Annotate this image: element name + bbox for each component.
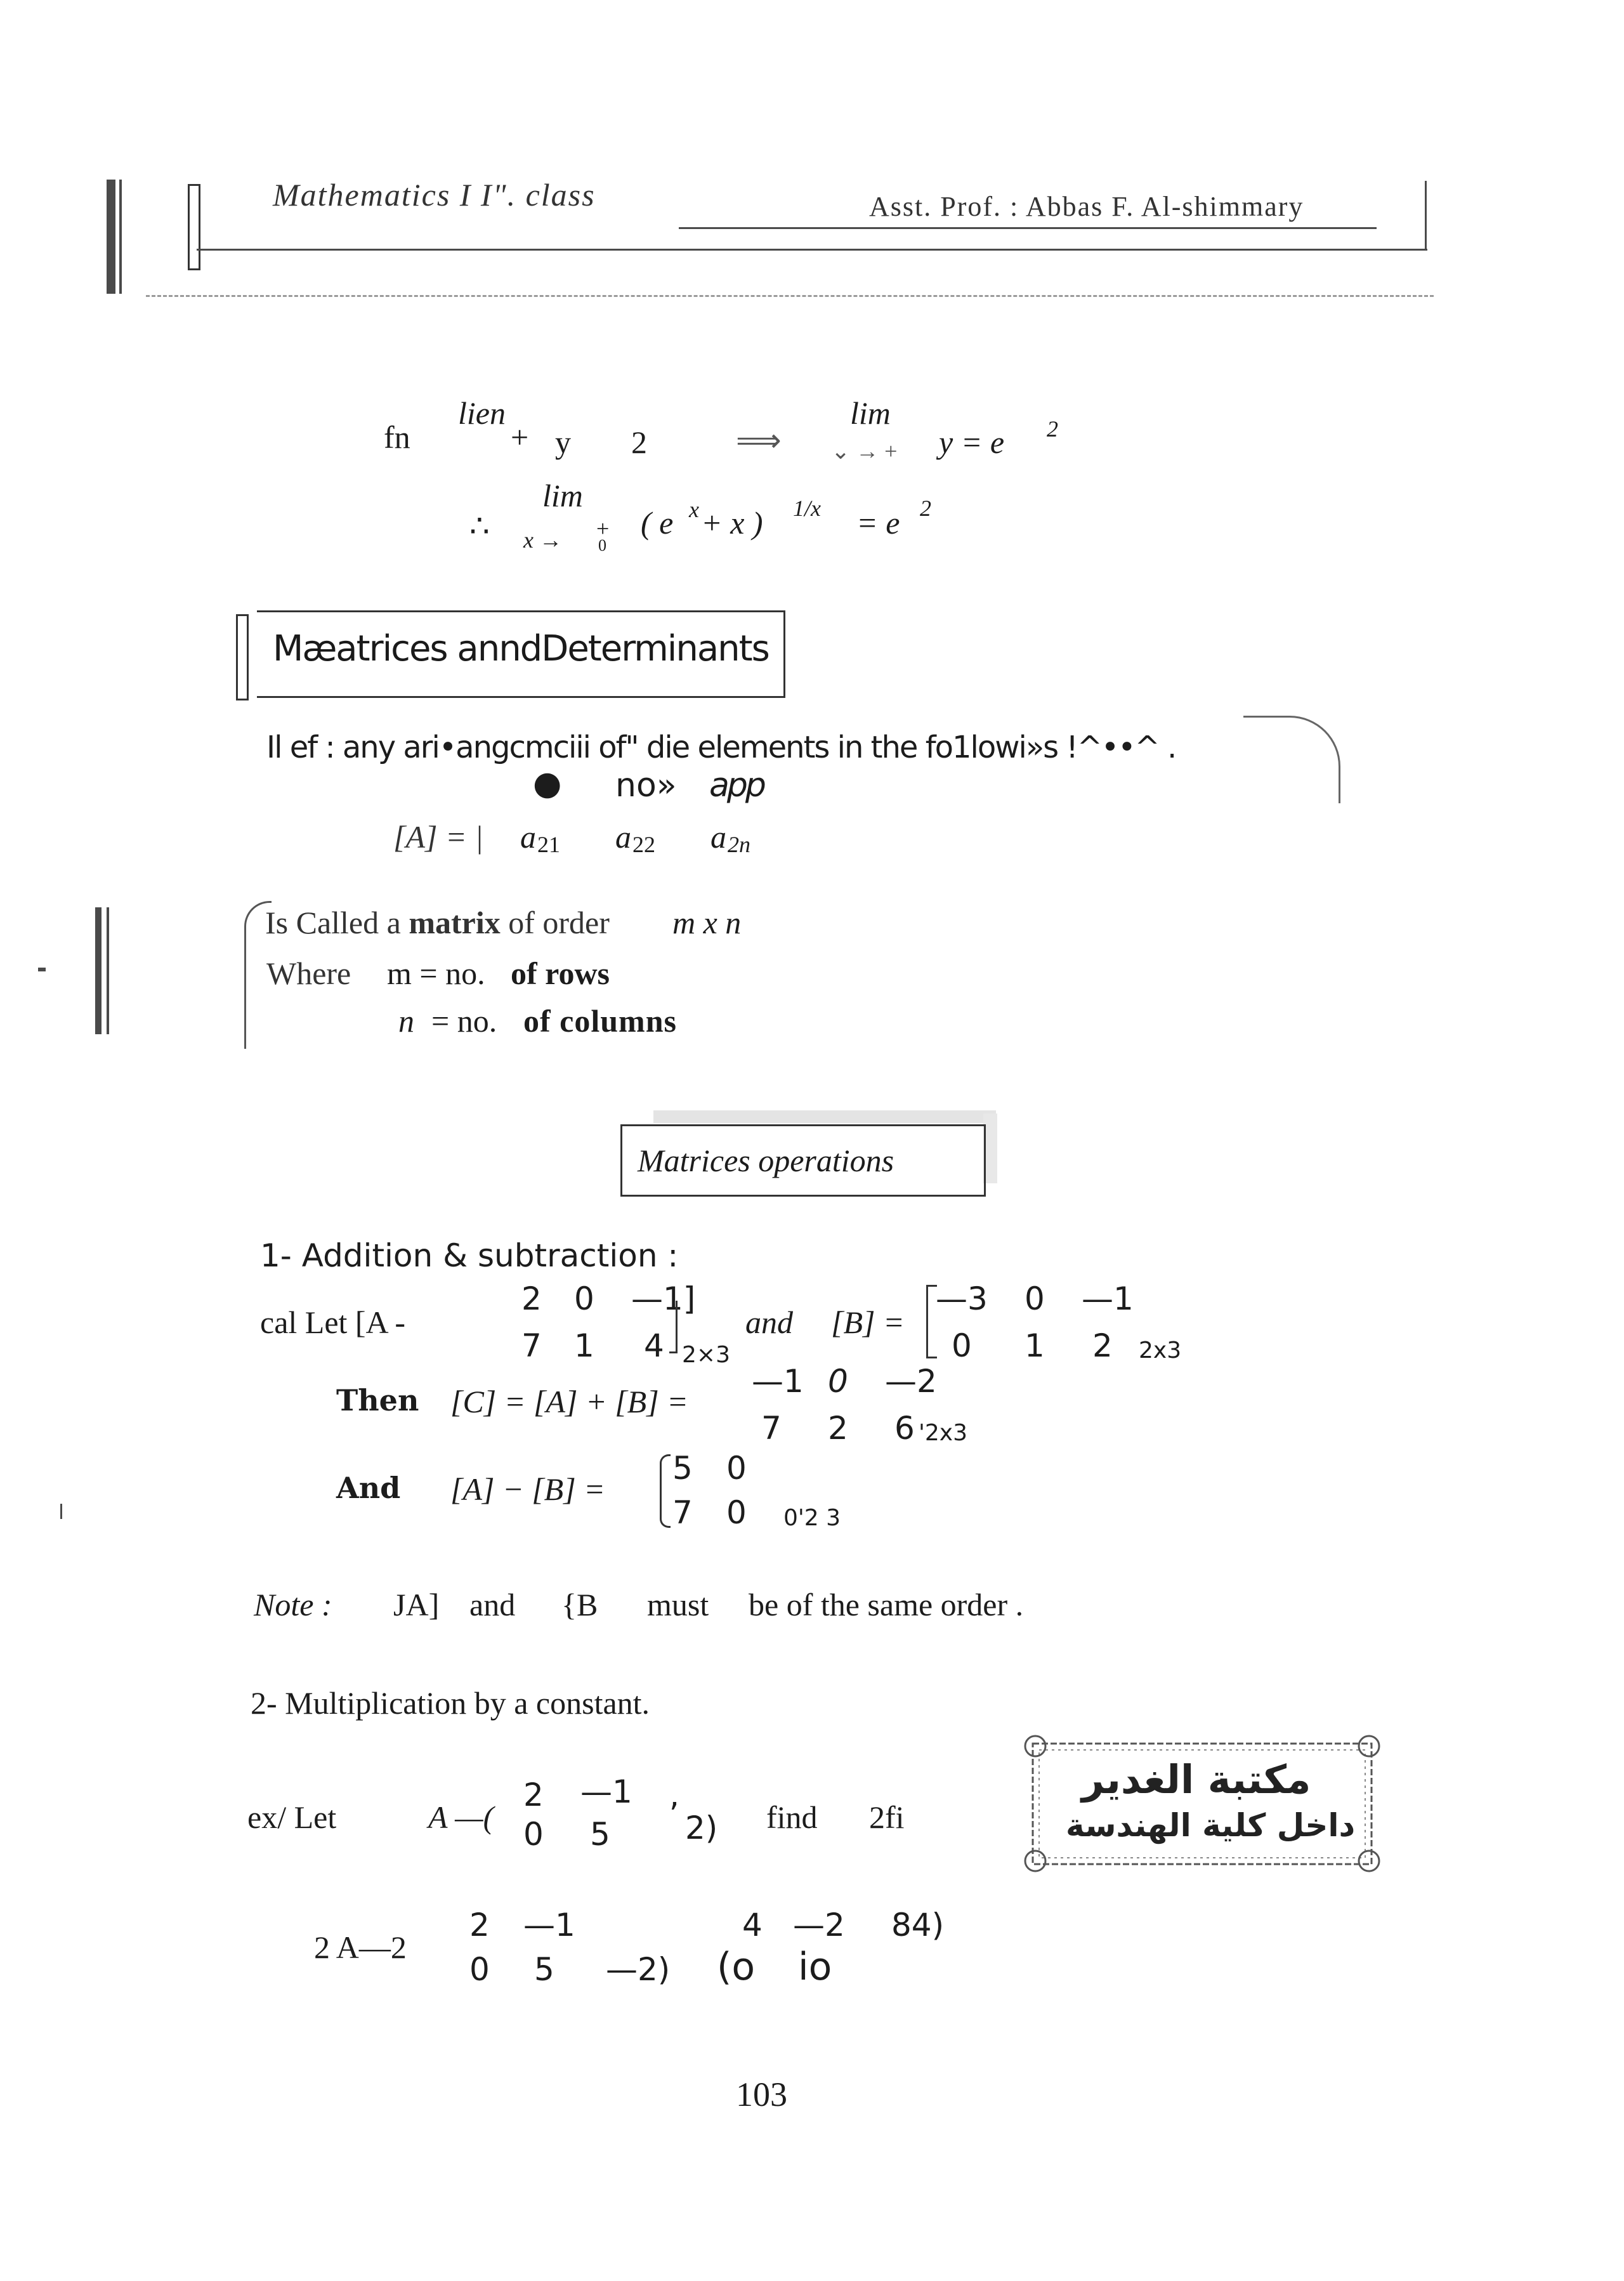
matrix-def-l1c: of order [500, 905, 610, 940]
lim-sub-2: x → [523, 527, 562, 553]
D-tail: 0'2 3 [783, 1505, 841, 1531]
res-r1c2: —1 [523, 1907, 575, 1943]
C-r1c3: —2 [885, 1363, 937, 1400]
definition-no: no» [615, 766, 677, 805]
find-what: 2fi [869, 1799, 905, 1835]
implies-arrow: ⟹ [736, 423, 782, 458]
D-bracket-left [660, 1454, 671, 1528]
header-dashed-rule [146, 295, 1434, 297]
therefore-symbol: ∴ [469, 508, 490, 544]
lien-label: lien [458, 395, 506, 431]
page-number: 103 [736, 2075, 787, 2113]
matrix-def-n-eq: = no. [431, 1003, 497, 1039]
lim-expr-2-rest: + x ) [701, 505, 763, 541]
entry-a21-sub: 21 [537, 832, 560, 857]
section1-title: Mæatrices anndDeterminants [273, 628, 769, 669]
matrix-A-label: [A] = | [393, 819, 483, 855]
header-bottom-rule [197, 249, 1427, 251]
and-word: and [745, 1305, 793, 1340]
B-r2c2: 1 [1025, 1327, 1045, 1364]
binding-line-mid [107, 907, 109, 1034]
res2-r1c3: 84) [891, 1907, 945, 1943]
then-word: Then [336, 1383, 419, 1417]
margin-mark [38, 968, 46, 971]
res2-r2c1: (o [717, 1945, 756, 1989]
definition-bracket-curve [1243, 716, 1340, 803]
margin-tick [60, 1504, 62, 1519]
res-r1c1: 2 [469, 1907, 490, 1943]
B-r1c3: —1 [1082, 1280, 1134, 1317]
B-r2c3: 2 [1092, 1327, 1113, 1364]
B-r1c2: 0 [1025, 1280, 1045, 1317]
A-bracket-right [669, 1301, 678, 1353]
note-B: {B [561, 1587, 598, 1622]
A-r2c3: 4 [644, 1327, 664, 1364]
find-word: find [766, 1799, 818, 1835]
A-r1c2: 0 [574, 1280, 594, 1317]
definition-bullet: ● [533, 765, 562, 803]
mult-A-r1c2: —1 [580, 1773, 632, 1810]
mult-A-label: A —( [428, 1799, 494, 1835]
D-expr: [A] − [B] = [450, 1471, 605, 1507]
entry-a2n: a [710, 819, 726, 855]
res-r2c1: 0 [469, 1951, 490, 1988]
and-word-2: And [336, 1471, 401, 1505]
lim-rhs-1: y = e [939, 424, 1005, 460]
B-order: 2x3 [1139, 1338, 1182, 1364]
A-r1c1: 2 [521, 1280, 542, 1317]
C-r2c1: 7 [761, 1410, 782, 1447]
lim-sub-2-plus: + [596, 516, 610, 541]
lien-2: 2 [631, 424, 647, 460]
header-scroll-left [188, 184, 200, 270]
header-author: Asst. Prof. : Abbas F. Al-shimmary [869, 191, 1304, 222]
note-label: Note : [254, 1587, 332, 1622]
addition-heading: 1- Addition & subtraction : [260, 1237, 679, 1274]
A-r2c1: 7 [521, 1327, 542, 1364]
res-r2c2: 5 [534, 1951, 554, 1988]
C-r1c1: —1 [752, 1363, 804, 1400]
D-r1c1: 5 [672, 1450, 693, 1487]
A-order: 2×3 [682, 1342, 730, 1368]
matrix-def-where: Where [266, 956, 351, 991]
entry-a21: a [520, 819, 536, 855]
addition-let: cal Let [A - [260, 1305, 406, 1340]
B-r2c1: 0 [952, 1327, 972, 1364]
definition-app: app [709, 766, 764, 805]
res2-r1c2: —2 [793, 1907, 845, 1943]
C-order: '2x3 [919, 1420, 968, 1446]
entry-a22: a [615, 819, 631, 855]
header-course: Mathematics I I". class [273, 177, 596, 213]
section2-shadow-top [653, 1110, 996, 1123]
matrix-def-rows: of rows [511, 956, 610, 991]
A-r1c3: —1] [631, 1280, 696, 1317]
mult-A-r2c1: 0 [523, 1816, 544, 1853]
stamp-line2: داخل كلية الهندسة [1066, 1807, 1356, 1844]
note-and: and [469, 1587, 516, 1622]
binding-bar-mid [95, 907, 102, 1034]
lim-sub-1: ⌄ → + [831, 438, 898, 464]
definition-line1: Il ef : any ari•angcmciii of" die elements in the fo1lowi»s !^••^ . [266, 730, 1176, 765]
mult-heading: 2- Multiplication by a constant. [251, 1685, 650, 1721]
note-must: must [647, 1587, 709, 1622]
matrix-def-l1a: Is Called a [265, 905, 409, 940]
C-r2c3: 6 [894, 1410, 915, 1447]
C-r2c2: 2 [828, 1410, 848, 1447]
matrix-def-columns: of columns [523, 1003, 677, 1039]
lim-label-1: lim [850, 395, 891, 431]
matrix-def-n: n [398, 1003, 414, 1039]
fn-label: fn [384, 419, 410, 455]
matrix-def-order: m x n [672, 905, 742, 940]
matrix-def-l1b: matrix [409, 905, 501, 940]
note-rest: be of the same order . [749, 1587, 1024, 1622]
mult-A-r2c3: 2) [685, 1810, 718, 1846]
lim-rhs-2-exp: 2 [920, 496, 931, 521]
res-r2c3: —2) [606, 1951, 671, 1988]
D-r2c1: 7 [672, 1494, 693, 1531]
res2-r1c1: 4 [742, 1907, 763, 1943]
header-scroll-right [1425, 181, 1427, 251]
binding-line-left [119, 180, 122, 294]
matrix-def-m: m = no. [387, 956, 485, 991]
mult-A-r1c3: , [669, 1777, 679, 1813]
lim-rhs-exp-1: 2 [1047, 416, 1058, 442]
lim-label-2: lim [542, 478, 583, 513]
stamp-line1: مكتبة الغدير [1082, 1756, 1311, 1803]
note-A: JA] [393, 1587, 440, 1622]
C-r1c2: 0 [828, 1363, 848, 1400]
binding-bar-left [107, 180, 115, 294]
lien-y: y [555, 424, 571, 460]
lien-plus: + [511, 419, 529, 455]
library-stamp [1021, 1732, 1383, 1875]
entry-a2n-sub: 2n [728, 832, 750, 857]
ex-let: ex/ Let [247, 1799, 337, 1835]
section2-title: Matrices operations [638, 1143, 894, 1178]
lim-expr-2-exp-x: x [689, 497, 699, 522]
lim-expr-2: ( e [641, 505, 674, 541]
mult-A-r1c1: 2 [523, 1777, 544, 1813]
result-label: 2 A—2 [314, 1929, 407, 1965]
entry-a22-sub: 22 [632, 832, 655, 857]
D-r2c2: 0 [726, 1494, 747, 1531]
A-r2c2: 1 [574, 1327, 594, 1364]
lim-sub-2-a: 0 [598, 536, 606, 555]
B-r1c1: —3 [936, 1280, 988, 1317]
mult-A-r2c2: 5 [590, 1816, 610, 1853]
C-expr: [C] = [A] + [B] = [450, 1384, 688, 1419]
lim-expr-2-exp: 1/x [793, 496, 821, 521]
header-underline-right [679, 227, 1377, 229]
B-label: [B] = [831, 1305, 905, 1340]
lim-rhs-2: = e [856, 505, 900, 541]
section1-scroll-left [236, 614, 249, 700]
D-r1c2: 0 [726, 1450, 747, 1487]
res2-r2c2: io [798, 1945, 832, 1989]
